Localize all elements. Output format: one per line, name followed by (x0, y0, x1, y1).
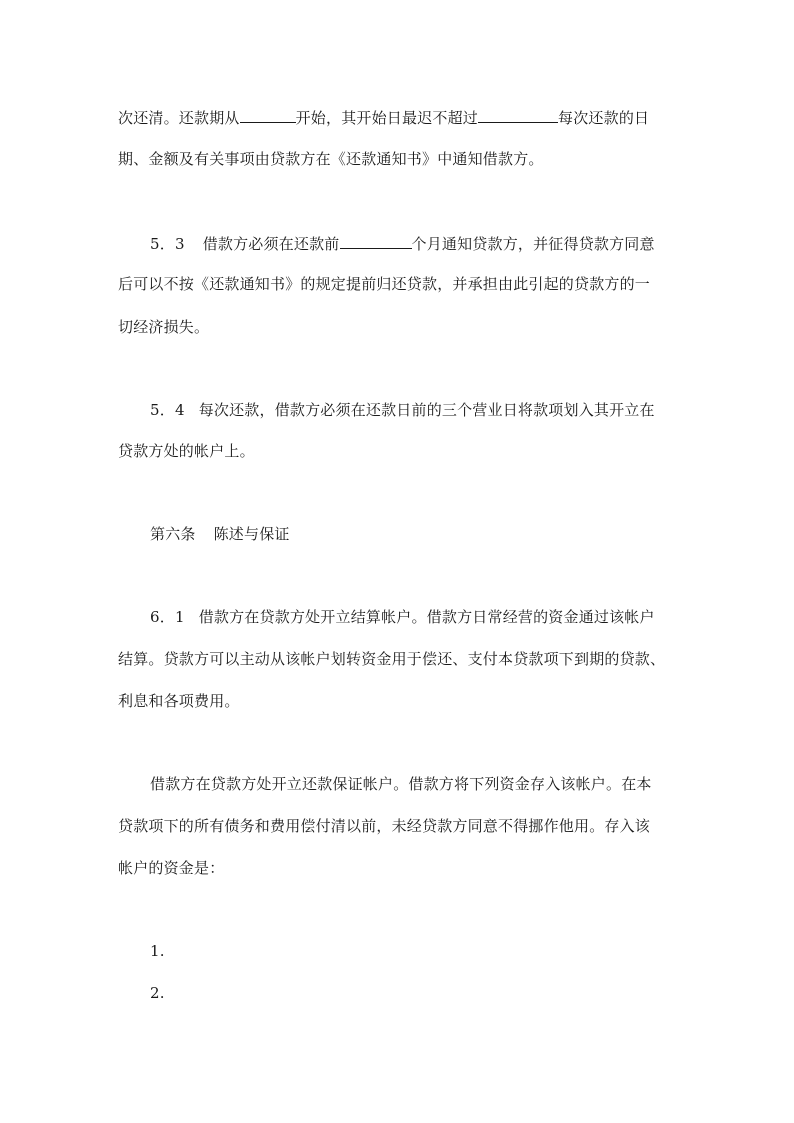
list-item: 2. (150, 984, 165, 1002)
para-6-1-line-1 (150, 607, 678, 627)
para-5-2-line-1 (118, 107, 678, 128)
para-5-2-line-2: 期、金额及有关事项由贷款方在《还款通知书》中通知借款方。 (118, 150, 544, 168)
article-6-heading (150, 524, 678, 544)
para-5-4-text: 每次还款，借款方必须在还款日前的三个营业日将款项划入其开立在 (198, 401, 655, 419)
para-5-4-number: 5．4 (150, 401, 185, 419)
para-5-2-text-a: 次还清。还款期从 (118, 109, 240, 127)
para-5-3-line-3: 切经济损失。 (118, 318, 210, 336)
para-6-1-line-3: 利息和各项费用。 (118, 692, 240, 710)
blank-notice-months (340, 233, 412, 249)
article-6-number: 第六条 (150, 525, 196, 543)
para-5-3-line-2: 后可以不按《还款通知书》的规定提前归还贷款，并承担由此引起的贷款方的一 (118, 275, 651, 293)
para-6-1-text: 借款方在贷款方处开立结算帐户。借款方日常经营的资金通过该帐户 (198, 608, 655, 626)
para-5-4-line-2: 贷款方处的帐户上。 (118, 442, 255, 460)
para-repay-account-line-1: 借款方在贷款方处开立还款保证帐户。借款方将下列资金存入该帐户。在本 (150, 775, 652, 793)
para-6-1-number: 6．1 (150, 608, 185, 626)
para-5-3-text-a: 借款方必须在还款前 (202, 235, 340, 253)
blank-repay-latest (478, 107, 558, 123)
para-5-2-text-b: 开始，其开始日最迟不超过 (295, 109, 479, 127)
list-item: 1. (150, 942, 165, 960)
para-5-3-number: 5．3 (150, 235, 185, 253)
para-6-1-line-2: 结算。贷款方可以主动从该帐户划转资金用于偿还、支付本贷款项下到期的贷款、 (118, 650, 666, 668)
para-5-3-text-b: 个月通知贷款方，并征得贷款方同意 (411, 235, 655, 253)
para-repay-account-line-2: 贷款项下的所有债务和费用偿付清以前，未经贷款方同意不得挪作他用。存入该 (118, 817, 651, 835)
article-6-title: 陈述与保证 (213, 525, 290, 543)
para-5-3-line-1 (150, 233, 678, 254)
para-5-2-text-c: 每次还款的日 (558, 109, 650, 127)
para-5-4-line-1 (150, 400, 678, 420)
blank-repay-start (240, 107, 296, 123)
para-repay-account-line-3: 帐户的资金是： (118, 859, 225, 877)
